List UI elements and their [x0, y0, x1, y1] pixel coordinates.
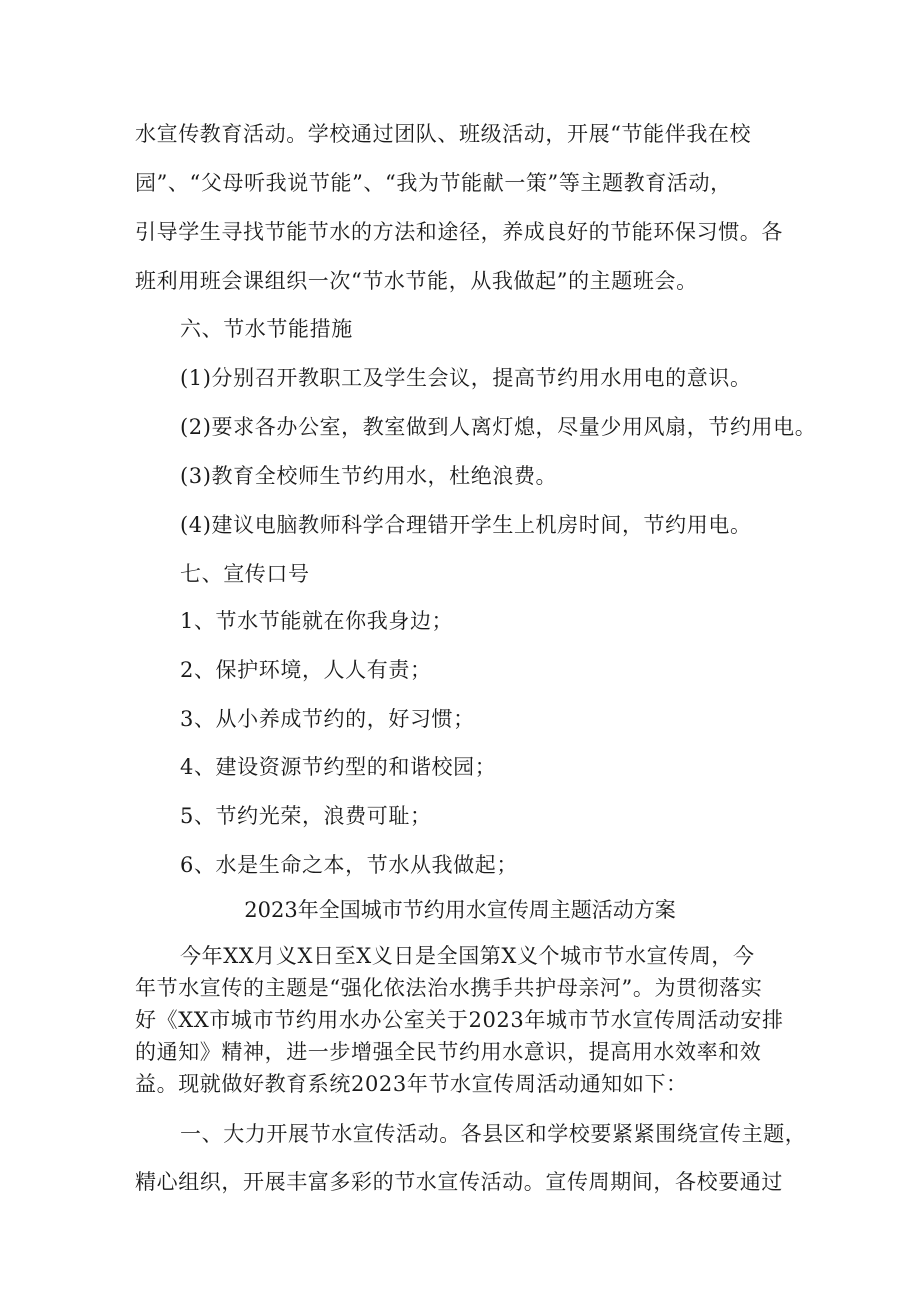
paragraph-line: 好《XX市城市节约用水办公室关于2023年城市节水宣传周活动安排 — [135, 1008, 784, 1032]
paragraph-line: 精心组织，开展丰富多彩的节水宣传活动。宣传周期间，各校要通过 — [135, 1170, 783, 1194]
paragraph-line: 引导学生寻找节能节水的方法和途径，养成良好的节能环保习惯。各 — [135, 220, 783, 244]
list-item: 4、建设资源节约型的和谐校园； — [180, 755, 497, 779]
paragraph-line: 一、大力开展节水宣传活动。各县区和学校要紧紧围绕宣传主题， — [180, 1122, 807, 1146]
list-item: 1、节水节能就在你我身边； — [180, 609, 454, 633]
list-item: 6、水是生命之本，节水从我做起； — [180, 853, 518, 877]
document-title: 2023年全国城市节约用水宣传周主题活动方案 — [244, 898, 676, 922]
list-item: 3、从小养成节约的，好习惯； — [180, 707, 475, 731]
list-item: (1)分别召开教职工及学生会议，提高节约用水用电的意识。 — [180, 366, 752, 390]
paragraph-line: 今年XX月义X日至X义日是全国第X义个城市节水宣传周，今 — [180, 944, 755, 968]
paragraph-line: 益。现就做好教育系统2023年节水宣传周活动通知如下： — [135, 1072, 688, 1096]
paragraph-line: 的通知》精神，进一步增强全民节约用水意识，提高用水效率和效 — [135, 1040, 762, 1064]
list-item: 5、节约光荣，浪费可耻； — [180, 804, 432, 828]
paragraph-line: 年节水宣传的主题是“强化依法治水携手共护母亲河”。为贯彻落实 — [135, 976, 763, 1000]
paragraph-line: 水宣传教育活动。学校通过团队、班级活动，开展“节能伴我在校 — [135, 122, 752, 146]
paragraph-line: 班利用班会课组织一次“节水节能，从我做起”的主题班会。 — [135, 269, 698, 293]
section-heading: 六、节水节能措施 — [180, 317, 353, 341]
list-item: (2)要求各办公室，教室做到人离灯熄，尽量少用风扇，节约用电。 — [180, 415, 817, 439]
list-item: (3)教育全校师生节约用水，杜绝浪费。 — [180, 464, 558, 488]
section-heading: 七、宣传口号 — [180, 562, 310, 586]
paragraph-line: 园”、“父母听我说节能”、“我为节能献一策”等主题教育活动， — [135, 171, 732, 195]
list-item: 2、保护环境，人人有责； — [180, 658, 432, 682]
list-item: (4)建议电脑教师科学合理错开学生上机房时间，节约用电。 — [180, 513, 752, 537]
